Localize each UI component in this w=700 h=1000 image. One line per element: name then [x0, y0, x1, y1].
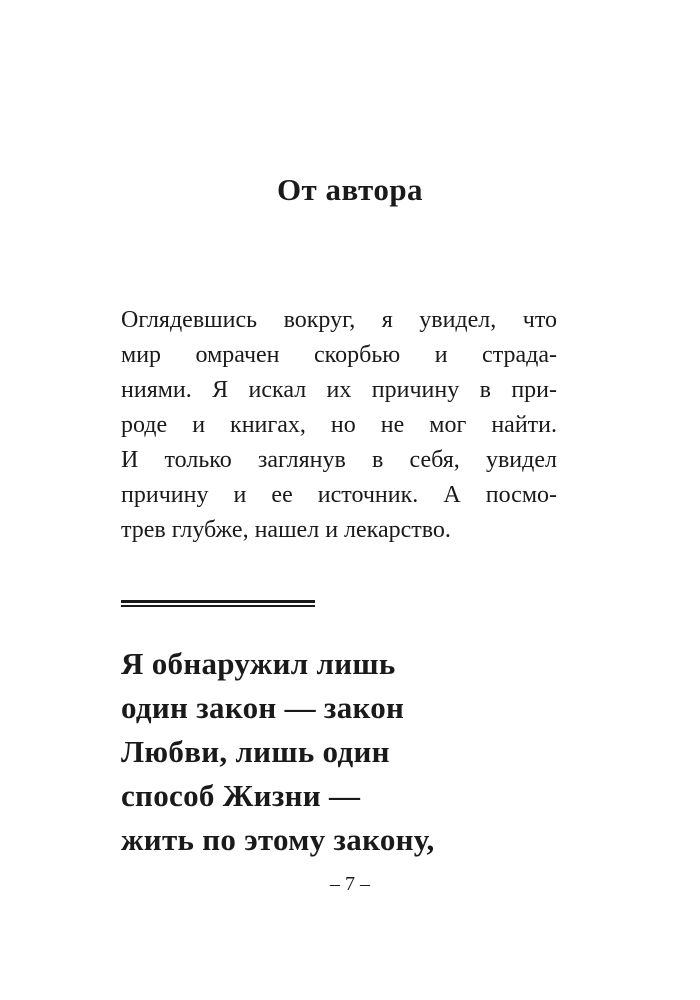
quote-line: один закон — закон — [121, 690, 405, 725]
paragraph-line: Оглядевшись вокруг, я увидел, что — [121, 307, 557, 333]
paragraph-line: трев глубже, нашел и лекарство. — [121, 517, 451, 543]
quote-line: способ Жизни — — [121, 778, 361, 813]
paragraph-line: причину и ее источник. А посмо- — [121, 482, 557, 508]
paragraph-line: мир омрачен скорбью и страда- — [121, 342, 557, 368]
chapter-heading: От автора — [276, 172, 424, 207]
quote-line: жить по этому закону, — [121, 822, 435, 857]
quote-line: Я обнаружил лишь — [121, 646, 396, 681]
divider-rule — [121, 605, 315, 607]
paragraph-line: ниями. Я искал их причину в при- — [121, 377, 557, 403]
divider-rule — [121, 600, 315, 603]
bold-quote — [121, 642, 581, 862]
paragraph-line: И только заглянув в себя, увидел — [121, 447, 557, 473]
quote-line: Любви, лишь один — [121, 734, 390, 769]
paragraph-line: роде и книгах, но не мог найти. — [121, 412, 557, 438]
page-number: – 7 – — [330, 873, 370, 895]
body-paragraph — [121, 303, 557, 548]
